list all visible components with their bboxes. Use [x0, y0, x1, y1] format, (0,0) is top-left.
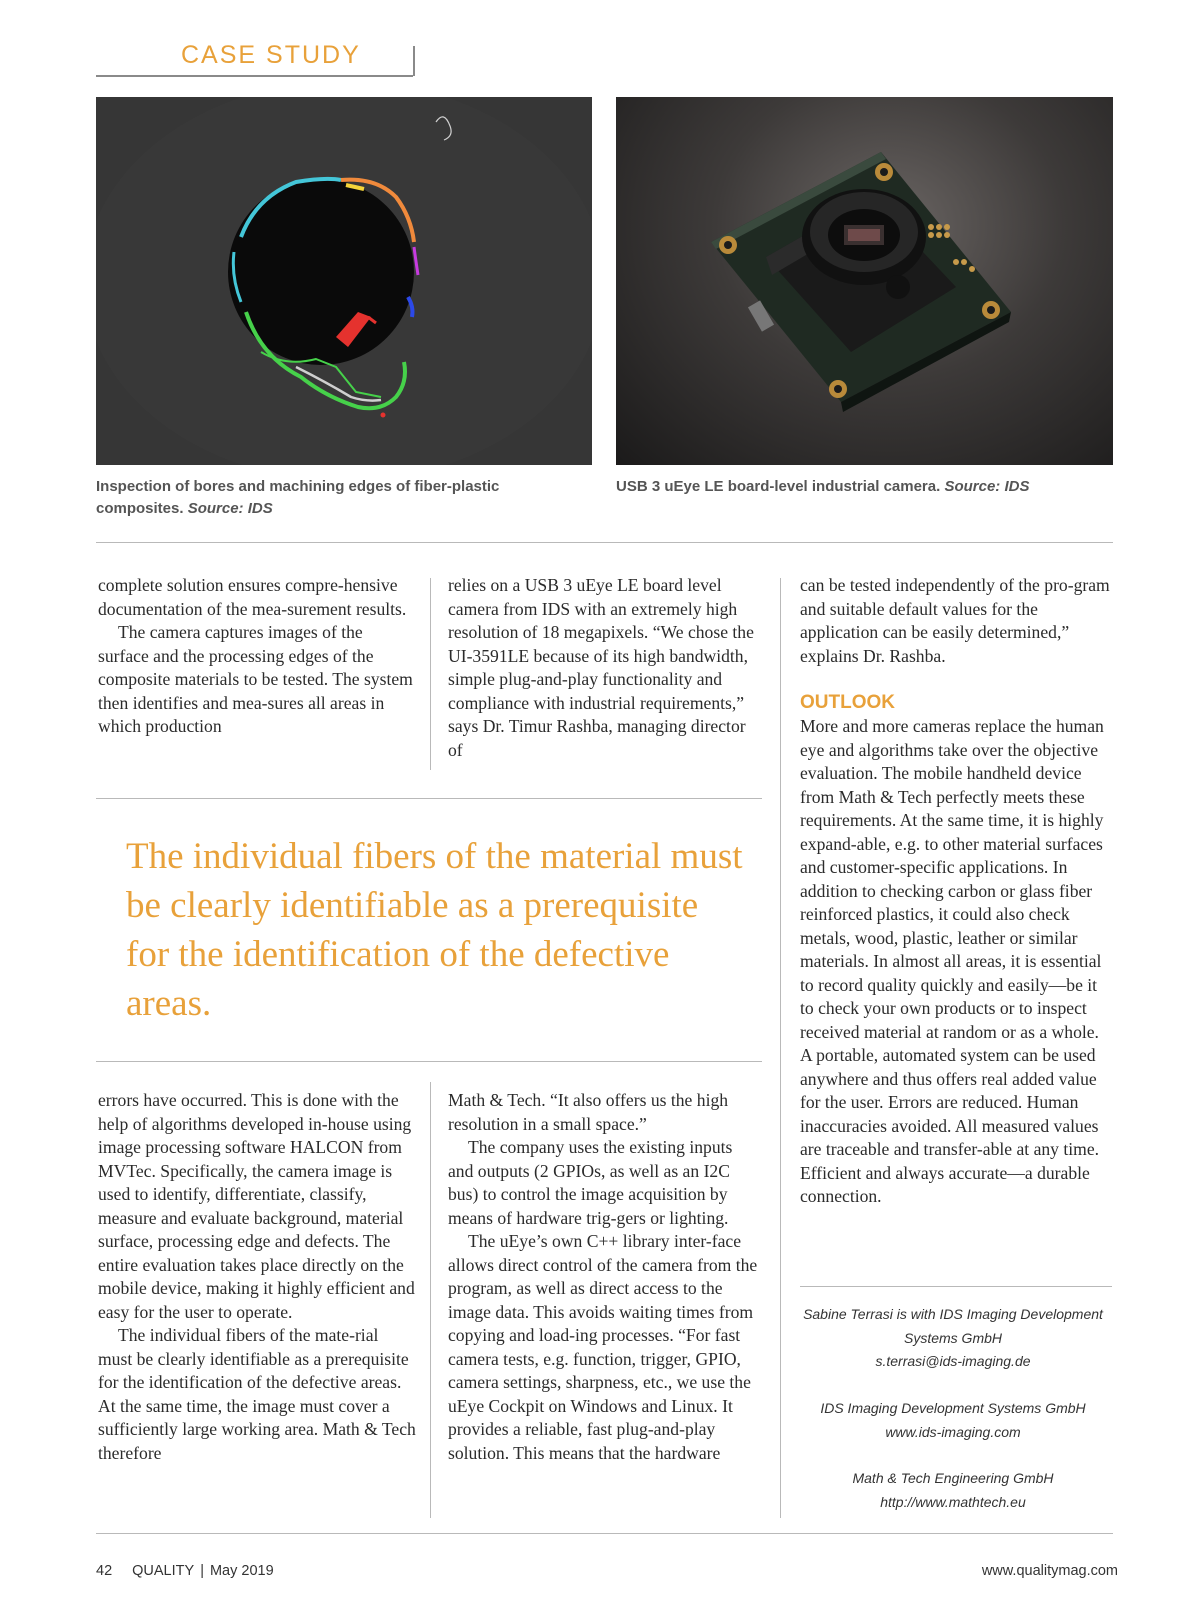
column-divider: [430, 1082, 431, 1518]
body-column-1-upper: [98, 574, 416, 739]
bore-inspection-photo: [96, 97, 592, 465]
paragraph: The company uses the existing inputs and outputs (2 GPIOs, as well as an I2C bus) to control the image acquisition by means of hardware trig-gers or lighting.: [448, 1137, 733, 1228]
issue-date: May 2019: [209, 1563, 274, 1579]
pull-quote-rule-top: [96, 798, 762, 799]
pull-quote-rule-bottom: [96, 1061, 762, 1062]
author-line: Sabine Terrasi is with IDS Imaging Development: [803, 1306, 1103, 1322]
credits-rule: [800, 1286, 1112, 1287]
figure-divider: [96, 542, 1113, 543]
figure-caption-left: [96, 476, 566, 520]
caption-source: Source: IDS: [944, 478, 1030, 495]
paragraph: The individual fibers of the mate-rial must be clearly identifiable as a prerequisite for the identification of the defective areas. At the same time, the image must cover a sufficiently large working area. Math & Tech therefore: [98, 1325, 416, 1463]
author-email-link[interactable]: s.terrasi@ids-imaging.de: [875, 1353, 1031, 1369]
caption-text: Inspection of bores and machining edges of fiber-plastic composites.: [96, 478, 500, 517]
company-url-link[interactable]: http://www.mathtech.eu: [880, 1493, 1026, 1510]
pull-quote: The individual fibers of the material must be clearly identifiable as a prerequisite for the identification of the defective areas.: [126, 836, 743, 1024]
paragraph: The camera captures images of the surface and the processing edges of the composite materials to be tested. The system then identifies and mea-sures all areas in which production: [98, 622, 413, 736]
paragraph: complete solution ensures compre-hensive documentation of the mea-surement results.: [98, 575, 407, 619]
author-credit: [788, 1303, 1118, 1374]
section-label-rule: [96, 75, 413, 77]
company-url-link[interactable]: www.ids-imaging.com: [885, 1423, 1021, 1440]
caption-text: USB 3 uEye LE board-level industrial camera.: [616, 478, 941, 495]
footer-rule: [96, 1533, 1113, 1534]
paragraph: More and more cameras replace the human eye and algorithms take over the objective evaluation. The mobile handheld device from Math & Tech perfectly meets these requirements. At the same time, it is highly expand-able, e.g. to other material surfaces and customer-specific applications. In addition to checking carbon or glass fiber reinforced plastics, it could also check metals, wood, plastic, leather or similar materials. In almost all areas, it is essential to record quality quickly and easily—be it to check your own products or to inspect received material at random or as a whole. A portable, automated system can be used anywhere and thus offers real added value for the user. Errors are reduced. Human inaccuracies avoided. All measured values are traceable and transfer-able at any time. Efficient and always accurate—a durable connection.: [800, 716, 1104, 1206]
caption-source: Source: IDS: [187, 500, 273, 517]
body-column-3-intro: [800, 574, 1116, 668]
column-divider: [780, 578, 781, 1518]
paragraph: errors have occurred. This is done with the help of algorithms developed in-house using image processing software HALCON from MVTec. Specifically, the camera image is used to identify, differentiate, classify, measure and evaluate background, material surface, processing edge and defects. The entire evaluation takes place directly on the mobile device, making it highly efficient and easy for the user to operate.: [98, 1090, 415, 1322]
company-credit-ids: [788, 1397, 1118, 1444]
footer-url-link[interactable]: www.qualitymag.com: [981, 1563, 1118, 1579]
footer-separator: |: [200, 1563, 204, 1579]
paragraph: relies on a USB 3 uEye LE board level camera from IDS with an extremely high resolution of 18 megapixels. “We chose the UI-3591LE because of its high bandwidth, simple plug-and-play functionality and compliance with industrial requirements,” says Dr. Timur Rashba, managing director of: [448, 575, 754, 760]
magazine-name: QUALITY: [132, 1563, 195, 1579]
column-divider: [430, 578, 431, 770]
footer-folio: [96, 1563, 280, 1579]
section-heading-outlook: OUTLOOK: [800, 692, 895, 713]
figure-caption-right: [616, 476, 1096, 498]
paragraph: The uEye’s own C++ library inter-face allows direct control of the camera from the program, as well as direct access to the image data. This avoids waiting times from copying and load-ing processes. “For fast camera tests, e.g. function, trigger, GPIO, camera settings, sharpness, etc., we use the uEye Cockpit on Windows and Linux. It provides a reliable, fast plug-and-play solution. This means that the hardware: [448, 1231, 758, 1463]
section-label: CASE STUDY: [181, 41, 361, 69]
section-label-rule-vertical: [413, 46, 415, 76]
page-number: 42: [96, 1563, 113, 1579]
paragraph: can be tested independently of the pro-gram and suitable default values for the application can be easily determined,” explains Dr. Rashba.: [800, 575, 1110, 666]
company-name: IDS Imaging Development Systems GmbH: [820, 1400, 1086, 1416]
body-column-1-lower: [98, 1089, 416, 1465]
body-column-3-outlook: [800, 715, 1112, 1209]
paragraph: Math & Tech. “It also offers us the high resolution in a small space.”: [448, 1090, 729, 1134]
company-credit-mathtech: [788, 1467, 1118, 1514]
board-camera-photo: [616, 97, 1113, 465]
body-column-2-upper: [448, 574, 760, 762]
company-name: Math & Tech Engineering GmbH: [852, 1470, 1054, 1486]
author-line: Systems GmbH: [903, 1329, 1002, 1346]
body-column-2-lower: [448, 1089, 760, 1465]
